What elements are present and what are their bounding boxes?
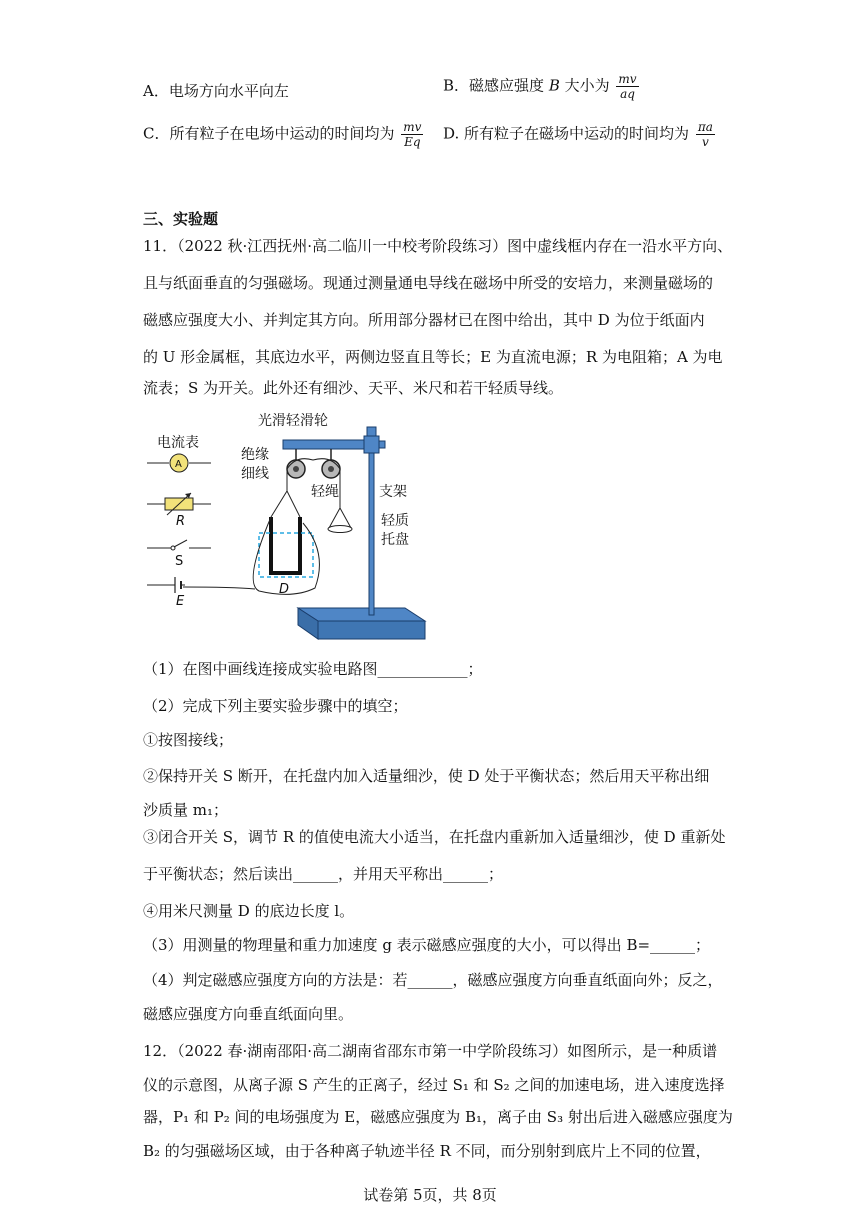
thread-label-line-2: 细线 bbox=[241, 466, 269, 482]
q11-step-1: （1）在图中画线连接成实验电路图____________； bbox=[143, 660, 483, 678]
q11-step-8b: 磁感应强度方向垂直纸面向里。 bbox=[143, 1005, 354, 1023]
pulley-right-axle bbox=[328, 466, 334, 472]
option-d-denominator: v bbox=[701, 135, 709, 149]
option-b bbox=[443, 72, 641, 101]
thread-right bbox=[287, 491, 300, 517]
q11-step-8a: （4）判定磁感应强度方向的方法是：若______，磁感应强度方向垂直纸面向外；反之， bbox=[143, 971, 723, 989]
q11-line-1: 11．（2022 秋·江西抚州·高二临川一中校考阶段练习）图中虚线框内存在一沿水平方向、 bbox=[143, 237, 733, 255]
option-c-fraction bbox=[401, 120, 423, 149]
option-b-numerator: mv bbox=[618, 72, 637, 86]
option-d-fraction bbox=[696, 120, 715, 149]
q12-line-1: 12．（2022 春·湖南邵阳·高二湖南省邵东市第一中学阶段练习）如图所示，是一种质谱 bbox=[143, 1042, 718, 1060]
option-c-prefix: C．所有粒子在电场中运动的时间均为 bbox=[143, 124, 395, 143]
tray-string-left bbox=[329, 508, 340, 528]
option-b-var: B bbox=[548, 76, 560, 95]
ammeter-letter: A bbox=[175, 459, 182, 470]
q12-line-2: 仪的示意图，从离子源 S 产生的正离子，经过 S₁ 和 S₂ 之间的加速电场，进入速度选择 bbox=[143, 1076, 725, 1094]
thread-left bbox=[271, 491, 287, 517]
option-b-fraction bbox=[616, 72, 638, 101]
experiment-figure bbox=[143, 403, 443, 648]
option-a: A．电场方向水平向左 bbox=[143, 82, 289, 100]
source-wire bbox=[183, 587, 255, 589]
stand-clamp bbox=[364, 436, 379, 453]
option-d bbox=[443, 120, 717, 149]
resistor-label: R bbox=[176, 514, 186, 529]
switch-label: S bbox=[175, 554, 184, 569]
page-footer: 试卷第 5页，共 8页 bbox=[363, 1186, 497, 1204]
q11-step-6: ④用米尺测量 D 的底边长度 l。 bbox=[143, 902, 355, 920]
q11-step-4b: 沙质量 m₁； bbox=[143, 801, 229, 819]
q11-line-5: 流表；S 为开关。此外还有细沙、天平、米尺和若干轻质导线。 bbox=[143, 379, 564, 397]
q11-step-5b: 于平衡状态；然后读出______，并用天平称出______； bbox=[143, 865, 504, 883]
q11-step-5a: ③闭合开关 S，调节 R 的值使电流大小适当，在托盘内重新加入适量细沙，使 D 重新处 bbox=[143, 828, 726, 846]
q11-line-4: 的 U 形金属框，其底边水平，两侧边竖直且等长；E 为直流电源；R 为电阻箱；A 为电 bbox=[143, 348, 723, 366]
pulley-left-axle bbox=[293, 466, 299, 472]
rope-label: 轻绳 bbox=[311, 484, 339, 500]
option-c bbox=[143, 120, 425, 149]
tray bbox=[328, 526, 352, 533]
clamp-screw-side bbox=[379, 441, 385, 448]
magnetic-field-box bbox=[259, 533, 313, 577]
q11-step-7: （3）用测量的物理量和重力加速度 g 表示磁感应强度的大小，可以得出 B=______； bbox=[143, 936, 711, 954]
option-b-mid: 大小为 bbox=[564, 76, 610, 95]
option-d-numerator: πa bbox=[697, 120, 713, 134]
q12-line-3: 器，P₁ 和 P₂ 间的电场强度为 E，磁感应强度为 B₁，离子由 S₃ 射出后进入磁感应强度为 bbox=[143, 1108, 733, 1126]
option-b-prefix: B．磁感应强度 bbox=[443, 76, 545, 95]
q11-step-4a: ②保持开关 S 断开，在托盘内加入适量细沙，使 D 处于平衡状态；然后用天平称出细 bbox=[143, 767, 710, 785]
pulley-label: 光滑轻滑轮 bbox=[258, 413, 328, 429]
source-label: E bbox=[176, 594, 185, 609]
section-title: 三、实验题 bbox=[143, 210, 219, 228]
stand-arm bbox=[283, 440, 375, 449]
q12-line-4: B₂ 的匀强磁场区域，由于各种离子轨迹半径 R 不同，而分别射到底片上不同的位置， bbox=[143, 1142, 711, 1160]
ammeter-label: 电流表 bbox=[157, 435, 199, 451]
tray-string-right bbox=[340, 508, 351, 528]
q11-step-3: ①按图接线； bbox=[143, 731, 234, 749]
option-c-denominator: Eq bbox=[404, 135, 421, 149]
stand-label: 支架 bbox=[379, 484, 407, 500]
switch-blade bbox=[174, 540, 187, 547]
option-d-prefix: D. 所有粒子在磁场中运动的时间均为 bbox=[443, 124, 690, 143]
stand-base-top bbox=[298, 608, 425, 621]
tray-label-line-1: 轻质 bbox=[381, 513, 409, 529]
u-frame bbox=[271, 517, 300, 573]
q11-line-3: 磁感应强度大小、并判定其方向。所用部分器材已在图中给出，其中 D 为位于纸面内 bbox=[143, 311, 705, 329]
option-b-denominator: aq bbox=[620, 87, 635, 101]
clamp-screw-top bbox=[367, 427, 376, 436]
stand-base-front bbox=[318, 621, 425, 639]
thread-label-line-1: 绝缘 bbox=[241, 447, 269, 463]
q11-step-2: （2）完成下列主要实验步骤中的填空； bbox=[143, 697, 408, 715]
stand-pole bbox=[369, 433, 374, 615]
tray-label-line-2: 托盘 bbox=[381, 532, 409, 548]
q11-line-2: 且与纸面垂直的匀强磁场。现通过测量通电导线在磁场中所受的安培力，来测量磁场的 bbox=[143, 274, 714, 292]
option-c-numerator: mv bbox=[403, 120, 422, 134]
frame-label: D bbox=[279, 582, 290, 597]
